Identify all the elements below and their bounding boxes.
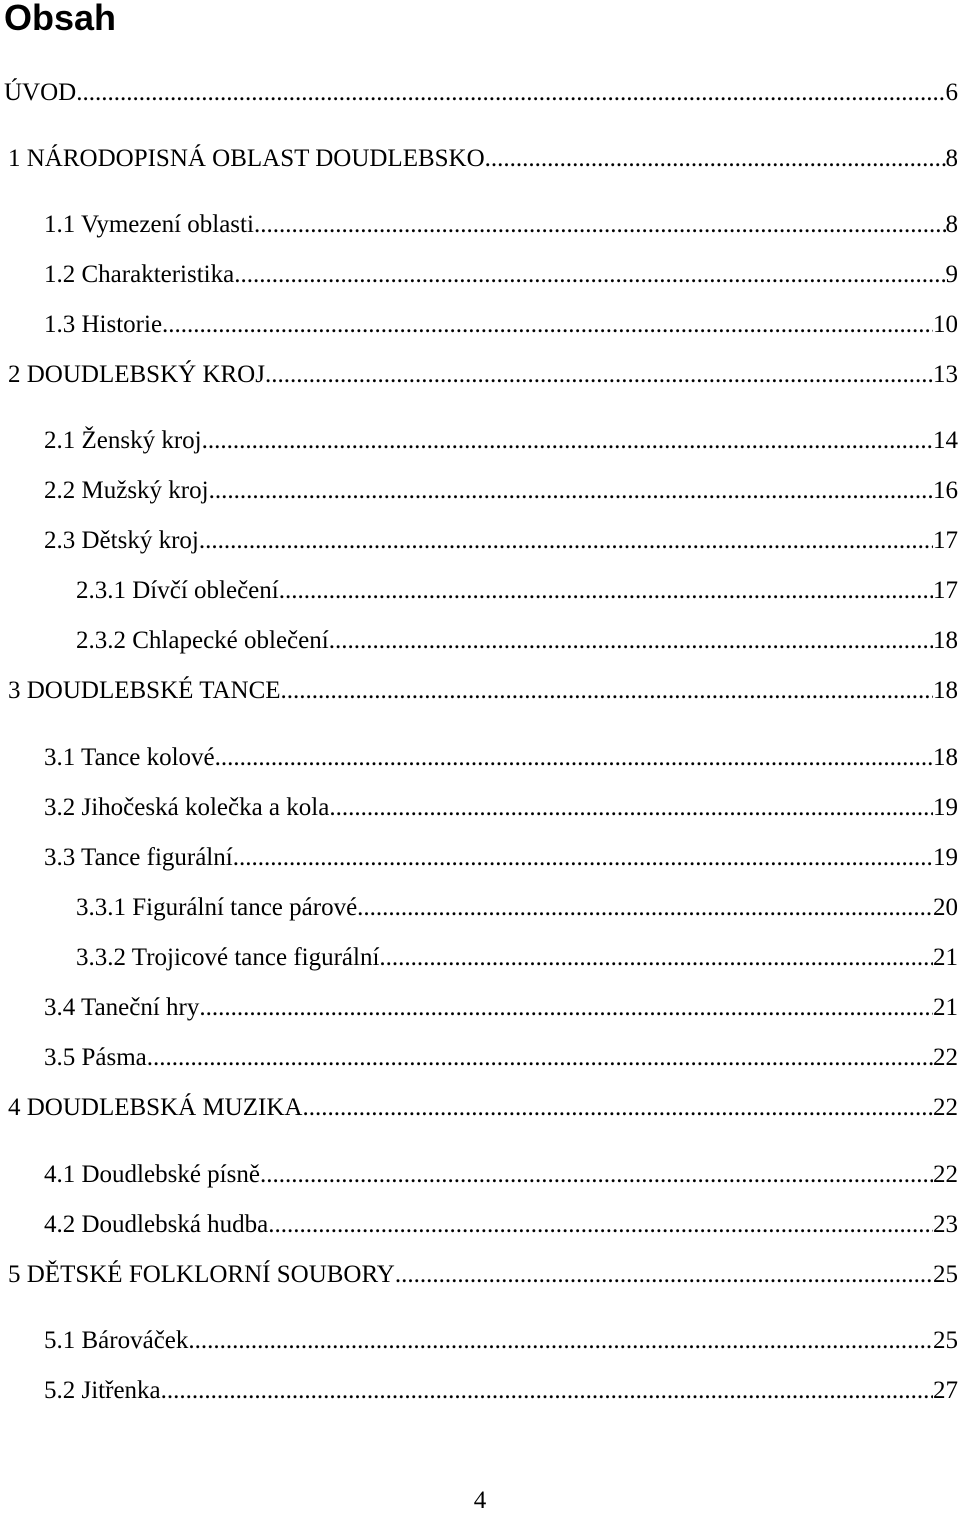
toc-dot-leader xyxy=(279,576,933,606)
toc-entry-2-1[interactable] xyxy=(44,426,958,456)
toc-entry-label: 3.5 Pásma xyxy=(44,1044,147,1071)
toc-entry-label: 5.1 Bárováček xyxy=(44,1327,189,1354)
toc-entry-page: 25 xyxy=(933,1261,958,1288)
toc-entry-page: 18 xyxy=(933,627,958,654)
toc-dot-leader xyxy=(199,993,933,1023)
toc-entry-label: 2.3 Dětský kroj xyxy=(44,527,199,554)
toc-entry-2[interactable] xyxy=(8,360,958,390)
toc-dot-leader xyxy=(209,476,933,506)
toc-entry-label: ÚVOD xyxy=(4,79,77,106)
page-number: 4 xyxy=(473,1487,487,1514)
toc-entry-page: 8 xyxy=(945,145,958,172)
toc-entry-label: 5.2 Jitřenka xyxy=(44,1377,161,1404)
toc-entry-page: 17 xyxy=(933,577,958,604)
toc-entry-label: 3.1 Tance kolové xyxy=(44,744,215,771)
toc-dot-leader xyxy=(329,793,933,823)
toc-entry-3-2[interactable] xyxy=(44,793,958,823)
toc-dot-leader xyxy=(268,1210,933,1240)
toc-dot-leader xyxy=(161,1376,933,1406)
toc-dot-leader xyxy=(329,626,933,656)
toc-dot-leader xyxy=(199,526,933,556)
toc-entry-label: 3.2 Jihočeská kolečka a kola xyxy=(44,794,330,821)
toc-dot-leader xyxy=(485,144,946,174)
toc-dot-leader xyxy=(233,843,933,873)
toc-entry-2-3[interactable] xyxy=(44,526,958,556)
toc-entry-page: 18 xyxy=(933,744,958,771)
toc-dot-leader xyxy=(379,943,933,973)
toc-entry-5-1[interactable] xyxy=(44,1326,958,1356)
toc-entry-page: 16 xyxy=(933,477,958,504)
toc-entry-3-4[interactable] xyxy=(44,993,958,1023)
toc-entry-page: 17 xyxy=(933,527,958,554)
toc-entry-page: 14 xyxy=(933,427,958,454)
toc-entry-uvod[interactable] xyxy=(4,78,958,108)
toc-entry-page: 19 xyxy=(933,794,958,821)
toc-entry-label: 3.4 Taneční hry xyxy=(44,994,200,1021)
toc-dot-leader xyxy=(162,310,933,340)
toc-dot-leader xyxy=(395,1260,933,1290)
toc-entry-5-2[interactable] xyxy=(44,1376,958,1406)
toc-entry-page: 21 xyxy=(933,944,958,971)
toc-entry-3-5[interactable] xyxy=(44,1043,958,1073)
toc-entry-page: 10 xyxy=(933,311,958,338)
toc-entry-label: 1.3 Historie xyxy=(44,311,163,338)
toc-entry-page: 18 xyxy=(933,677,958,704)
toc-dot-leader xyxy=(265,360,933,390)
toc-entry-label: 3.3.1 Figurální tance párové xyxy=(76,894,358,921)
toc-entry-label: 2.3.2 Chlapecké oblečení xyxy=(76,627,329,654)
toc-entry-page: 21 xyxy=(933,994,958,1021)
toc-entry-label: 1.1 Vymezení oblasti xyxy=(44,211,254,238)
toc-entry-3-3[interactable] xyxy=(44,843,958,873)
toc-entry-4-2[interactable] xyxy=(44,1210,958,1240)
toc-entry-page: 13 xyxy=(933,361,958,388)
toc-entry-label: 2.1 Ženský kroj xyxy=(44,427,202,454)
toc-entry-label: 3 DOUDLEBSKÉ TANCE xyxy=(8,677,281,704)
toc-entry-page: 22 xyxy=(933,1161,958,1188)
toc-dot-leader xyxy=(254,210,946,240)
toc-entry-page: 8 xyxy=(945,211,958,238)
toc-entry-label: 1.2 Charakteristika xyxy=(44,261,235,288)
toc-entry-1-3[interactable] xyxy=(44,310,958,340)
toc-entry-label: 1 NÁRODOPISNÁ OBLAST DOUDLEBSKO xyxy=(8,145,485,172)
toc-entry-3-3-1[interactable] xyxy=(76,893,958,923)
toc-entry-page: 23 xyxy=(933,1211,958,1238)
toc-dot-leader xyxy=(357,893,933,923)
toc-entry-3-3-2[interactable] xyxy=(76,943,958,973)
toc-entry-1-2[interactable] xyxy=(44,260,958,290)
toc-entry-page: 9 xyxy=(945,261,958,288)
toc-entry-label: 2 DOUDLEBSKÝ KROJ xyxy=(8,361,265,388)
toc-entry-label: 4 DOUDLEBSKÁ MUZIKA xyxy=(8,1094,303,1121)
toc-entry-label: 3.3.2 Trojicové tance figurální xyxy=(76,944,380,971)
page-title: Obsah xyxy=(4,0,117,38)
toc-entry-page: 20 xyxy=(933,894,958,921)
toc-dot-leader xyxy=(147,1043,933,1073)
toc-dot-leader xyxy=(76,78,945,108)
toc-dot-leader xyxy=(234,260,945,290)
toc-entry-page: 6 xyxy=(945,79,958,106)
toc-entry-4[interactable] xyxy=(8,1093,958,1123)
toc-entry-2-3-2[interactable] xyxy=(76,626,958,656)
toc-dot-leader xyxy=(302,1093,933,1123)
toc-entry-5[interactable] xyxy=(8,1260,958,1290)
toc-entry-1[interactable] xyxy=(8,144,958,174)
toc-entry-3-1[interactable] xyxy=(44,743,958,773)
toc-entry-label: 4.2 Doudlebská hudba xyxy=(44,1211,269,1238)
toc-entry-page: 27 xyxy=(933,1377,958,1404)
toc-dot-leader xyxy=(215,743,933,773)
toc-dot-leader xyxy=(281,676,933,706)
toc-entry-4-1[interactable] xyxy=(44,1160,958,1190)
toc-entry-page: 19 xyxy=(933,844,958,871)
toc-entry-label: 3.3 Tance figurální xyxy=(44,844,233,871)
toc-entry-label: 5 DĚTSKÉ FOLKLORNÍ SOUBORY xyxy=(8,1261,395,1288)
toc-entry-label: 2.2 Mužský kroj xyxy=(44,477,209,504)
toc-entry-3[interactable] xyxy=(8,676,958,706)
toc-entry-2-3-1[interactable] xyxy=(76,576,958,606)
toc-entry-page: 25 xyxy=(933,1327,958,1354)
toc-entry-page: 22 xyxy=(933,1044,958,1071)
toc-entry-1-1[interactable] xyxy=(44,210,958,240)
toc-dot-leader xyxy=(202,426,933,456)
toc-entry-page: 22 xyxy=(933,1094,958,1121)
toc-entry-label: 4.1 Doudlebské písně xyxy=(44,1161,260,1188)
toc-entry-2-2[interactable] xyxy=(44,476,958,506)
toc-entry-label: 2.3.1 Dívčí oblečení xyxy=(76,577,279,604)
toc-dot-leader xyxy=(188,1326,933,1356)
toc-dot-leader xyxy=(260,1160,933,1190)
